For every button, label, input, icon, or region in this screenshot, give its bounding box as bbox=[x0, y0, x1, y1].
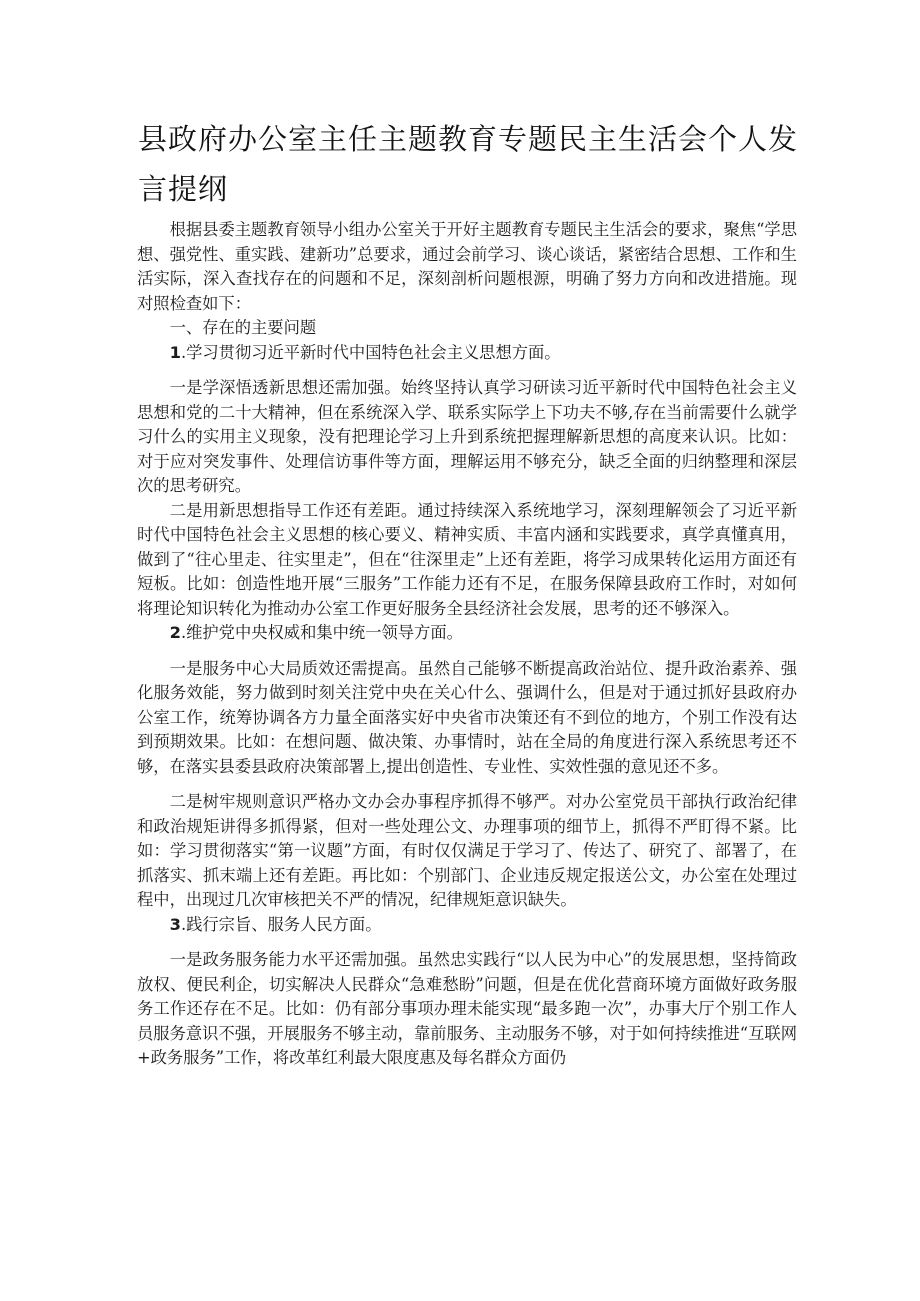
paragraph: 一是政务服务能力水平还需加强。虽然忠实践行“以人民为中心”的发展思想，坚持简政放权、便民利企，切实解决人民群众“急难愁盼”问题，但是在优化营商环境方面做好政务服务工作还存在不足。比如：仍有部分事项办理未能实现“最多跑一次”，办事大厅个别工作人员服务意识不强，开展服务不够主动，靠前服务、主动服务不够，对于如何持续推进“互联网+政务服务”工作，将改革红利最大限度惠及每名群众方面仍 bbox=[137, 950, 797, 1067]
document-title: 县政府办公室主任主题教育专题民主生活会个人发言提纲 bbox=[138, 122, 799, 206]
item-number: 3 bbox=[169, 914, 181, 934]
item-heading-2 bbox=[137, 621, 797, 646]
item-heading-text: .学习贯彻习近平新时代中国特色社会主义思想方面。 bbox=[180, 342, 561, 362]
section-heading: 一、存在的主要问题 bbox=[169, 318, 317, 337]
paragraph: 一是服务中心大局质效还需提高。虽然自己能够不断提高政治站位、提升政治素养、强化服务效能，努力做到时刻关注党中央在关心什么、强调什么，但是对于通过抓好县政府办公室工作，统筹协调各方力量全面落实好中央省市决策还有不到位的地方，个别工作没有达到预期效果。比如：在想问题、做决策、办事情时，站在全局的角度进行深入系统思考还不够，在落实县委县政府决策部署上,提出创造性、专业性、实效性强的意见还不多。 bbox=[137, 658, 797, 776]
item-number: 1 bbox=[169, 342, 181, 362]
paragraph: 一是学深悟透新思想还需加强。始终坚持认真学习研读习近平新时代中国特色社会主义思想和党的二十大精神，但在系统深入学、联系实际学上下功夫不够,存在当前需要什么就学习什么的实用主义现象，没有把理论学习上升到系统把握理解新思想的高度来认识。比如：对于应对突发事件、处理信访事件等方面，理解运用不够充分，缺乏全面的归纳整理和深层次的思考研究。 bbox=[137, 378, 797, 495]
item-heading-3 bbox=[137, 913, 797, 938]
item-heading-1 bbox=[137, 341, 797, 366]
paragraph: 二是用新思想指导工作还有差距。通过持续深入系统地学习，深刻理解领会了习近平新时代中国特色社会主义思想的核心要义、精神实质、丰富内涵和实践要求，真学真懂真用，做到了“往心里走、往实里走”，但在“往深里走”上还有差距，将学习成果转化运用方面还有短板。比如：创造性地开展“三服务”工作能力还有不足，在服务保障县政府工作时，对如何将理论知识转化为推动办公室工作更好服务全县经济社会发展，思考的还不够深入。 bbox=[137, 500, 797, 618]
paragraph: 二是树牢规则意识严格办文办会办事程序抓得不够严。对办公室党员干部执行政治纪律和政治规矩讲得多抓得紧，但对一些处理公文、办理事项的细节上，抓得不严盯得不紧。比如：学习贯彻落实“第一议题”方面，有时仅仅满足于学习了、传达了、研究了、部署了，在抓落实、抓末端上还有差距。再比如：个别部门、企业违反规定报送公文，办公室在处理过程中，出现过几次审核把关不严的情况，纪律规矩意识缺失。 bbox=[137, 792, 797, 909]
item-heading-text: .维护党中央权威和集中统一领导方面。 bbox=[180, 623, 463, 642]
item-heading-text: .践行宗旨、服务人民方面。 bbox=[180, 914, 382, 934]
item-number: 2 bbox=[169, 623, 181, 642]
intro-paragraph: 根据县委主题教育领导小组办公室关于开好主题教育专题民主生活会的要求，聚焦“学思想、强党性、重实践、建新功”总要求，通过会前学习、谈心谈话，紧密结合思想、工作和生活实际，深入查找存在的问题和不足，深刻剖析问题根源，明确了努力方向和改进措施。现对照检查如下： bbox=[137, 220, 797, 313]
document-body bbox=[137, 218, 797, 1071]
